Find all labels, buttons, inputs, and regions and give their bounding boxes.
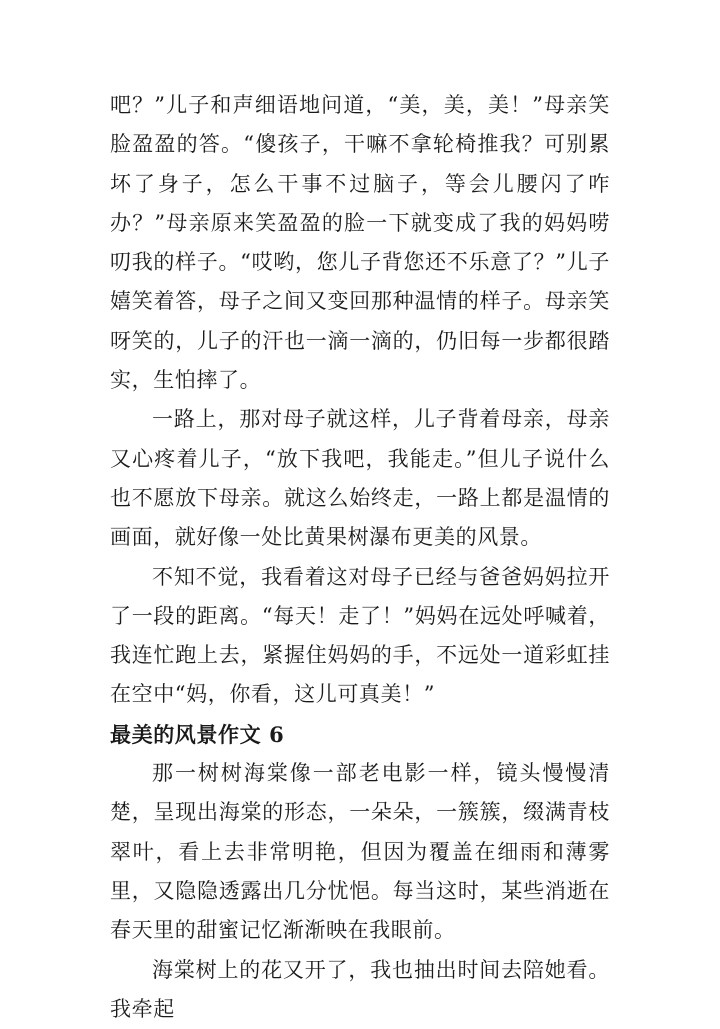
section-title: 最美的风景作文 6 [110,721,285,747]
paragraph: 不知不觉，我看着这对母子已经与爸爸妈妈拉开了一段的距离。“每天！走了！”妈妈在远处呼喊着，我连忙跑上去，紧握住妈妈的手，不远处一道彩虹挂在空中“妈，你看，这儿可真美！” [110,564,610,707]
paragraph: 那一树树海棠像一部老电影一样，镜头慢慢清楚，呈现出海棠的形态，一朵朵，一簇簇，缀满青枝翠叶，看上去非常明艳，但因为覆盖在细雨和薄雾里，又隐隐透露出几分忧悒。每当这时，某些消逝在春天里的甜蜜记忆渐渐映在我眼前。 [110,761,610,943]
document-page [110,86,610,1029]
paragraph: 一路上，那对母子就这样，儿子背着母亲，母亲又心疼着儿子，“放下我吧，我能走。”但儿子说什么也不愿放下母亲。就这么始终走，一路上都是温情的画面，就好像一处比黄果树瀑布更美的风景。 [110,407,610,550]
paragraph: 海棠树上的花又开了，我也抽出时间去陪她看。我牵起 [110,957,610,1021]
paragraph-continued: 吧？”儿子和声细语地问道，“美，美，美！”母亲笑脸盈盈的答。“傻孩子，干嘛不拿轮椅推我？可别累坏了身子，怎么干事不过脑子，等会儿腰闪了咋办？”母亲原来笑盈盈的脸一下就变成了我的妈妈唠叨我的样子。“哎哟，您儿子背您还不乐意了？”儿子嬉笑着答，母子之间又变回那种温情的样子。母亲笑呀笑的，儿子的汗也一滴一滴的，仍旧每一步都很踏实，生怕摔了。 [110,93,610,393]
